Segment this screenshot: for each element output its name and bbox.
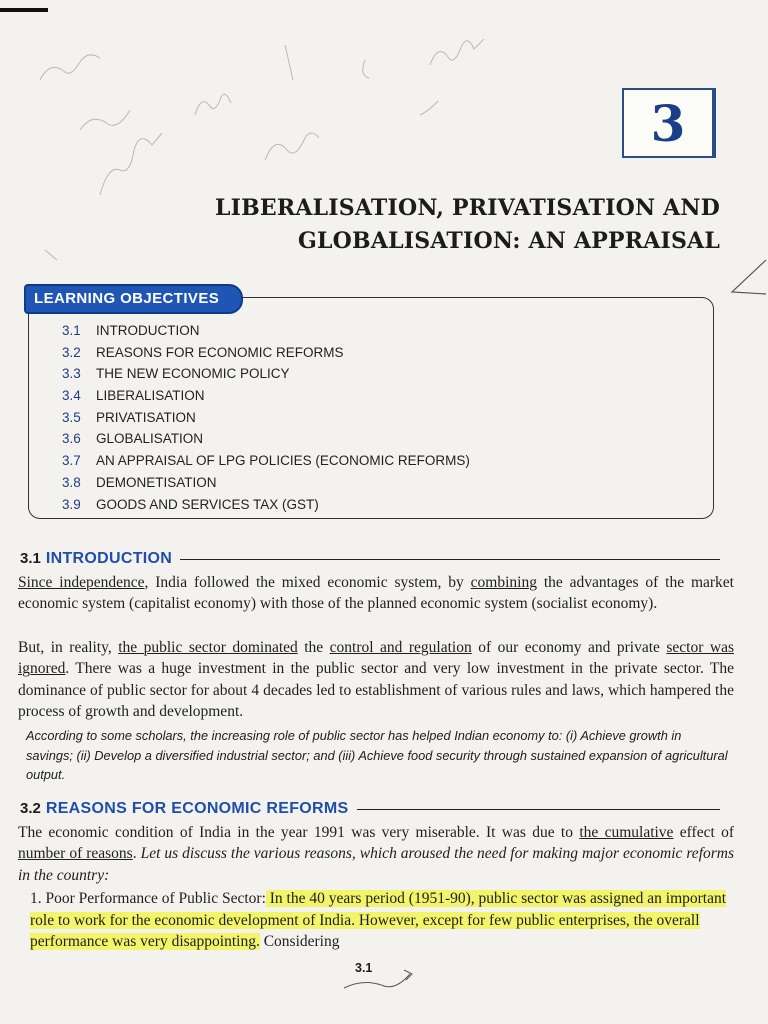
objective-item — [62, 407, 682, 429]
objective-text: GOODS AND SERVICES TAX (GST) — [96, 496, 319, 512]
chapter-number: 3 — [650, 93, 686, 153]
learning-objectives-heading: LEARNING OBJECTIVES — [24, 284, 243, 314]
paragraph-text: The economic condition of India in the year 1991 was very miserable. It was due to — [18, 824, 580, 841]
objective-number: 3.8 — [62, 474, 81, 490]
chapter-title-line-1: LIBERALISATION, PRIVATISATION AND — [214, 195, 720, 221]
paragraph-text: the advantages of the market economic system (capitalist economy) with those of the planned economic system (socialist economy). — [18, 574, 734, 613]
section-heading-reasons — [20, 800, 720, 818]
reason-item-1 — [30, 888, 732, 953]
objective-item — [62, 385, 682, 407]
objective-item — [62, 494, 682, 516]
reason-label: Poor Performance of Public Sector: — [45, 890, 266, 907]
objective-text: AN APPRAISAL OF LPG POLICIES (ECONOMIC REFORMS) — [96, 453, 470, 469]
underlined-phrase: number of reasons — [18, 845, 133, 863]
objective-number: 3.2 — [62, 344, 81, 360]
underlined-phrase: the cumulative — [579, 824, 674, 841]
objective-item — [62, 428, 682, 450]
paragraph-text: . There was a huge investment in the public sector and very low investment in the private sector. The dominance of public sector for about 4 decades led to establishment of various rules and laws, which hampered the process of growth and development. — [18, 660, 734, 720]
pen-mark — [726, 258, 768, 300]
scholars-note: According to some scholars, the increasing role of public sector has helped Indian economy to: (i) Achieve growth in savings; (ii) Develop a diversified industrial sector; and (iii) Achieve food security through sustained expansion of agricultural output. — [26, 728, 728, 782]
objective-item — [62, 363, 682, 385]
objective-number: 3.1 — [62, 323, 81, 338]
objective-number: 3.5 — [62, 409, 81, 425]
paragraph-text: the — [297, 639, 330, 656]
intro-paragraph-1 — [18, 572, 734, 615]
underlined-phrase: control and regulation — [329, 639, 472, 656]
objective-item — [62, 320, 682, 342]
objective-item — [62, 450, 682, 472]
section-heading-introduction — [20, 550, 720, 568]
chapter-title-line-2: GLOBALISATION: AN APPRAISAL — [298, 228, 720, 254]
objective-number: 3.3 — [62, 366, 81, 382]
objective-text: DEMONETISATION — [96, 474, 217, 490]
underlined-phrase: Since independence — [18, 574, 145, 591]
objective-text: THE NEW ECONOMIC POLICY — [96, 366, 290, 382]
objective-text: REASONS FOR ECONOMIC REFORMS — [96, 344, 344, 360]
handwritten-scribbles — [20, 20, 580, 300]
objective-item — [62, 472, 682, 494]
section-rule — [357, 808, 721, 810]
paragraph-text: But, in reality, — [18, 639, 119, 656]
section-number: 3.2 — [20, 800, 41, 817]
learning-objectives-list — [62, 320, 682, 515]
objective-text: LIBERALISATION — [96, 388, 205, 404]
chapter-number-box — [622, 88, 716, 158]
paragraph-text: of our economy and private — [471, 639, 667, 656]
intro-paragraph-2 — [18, 637, 734, 722]
list-marker: 1. — [30, 890, 42, 907]
paragraph-text: , India followed the mixed economic system, by — [144, 574, 471, 591]
italic-text: Let us discuss the various reasons, which aroused the need for making major economic reforms in the country: — [18, 845, 735, 884]
objective-item — [62, 342, 682, 364]
objective-number: 3.4 — [62, 388, 81, 404]
page-number: 3.1 — [355, 961, 373, 975]
underlined-phrase: combining — [470, 574, 537, 591]
reasons-paragraph — [18, 822, 734, 886]
paragraph-text: Considering — [259, 933, 340, 950]
objective-number: 3.9 — [62, 496, 81, 512]
paragraph-text: effect of — [673, 824, 735, 841]
pen-arrow-mark — [340, 960, 420, 996]
underlined-phrase: sector was ignored — [18, 639, 734, 678]
highlighted-text: In the 40 years period (1951-90), public sector was assigned an important role to work for the economic development of India. However, except for few public enterprises, the overall performance was very disappointing. — [30, 890, 727, 950]
underlined-phrase: the public sector dominated — [118, 639, 298, 656]
objective-text: PRIVATISATION — [96, 409, 196, 425]
section-rule — [180, 558, 720, 560]
objective-number: 3.6 — [62, 431, 81, 447]
paragraph-text: . — [132, 845, 141, 863]
section-title: REASONS FOR ECONOMIC REFORMS — [45, 800, 349, 817]
chapter-title — [130, 192, 720, 258]
objective-text: GLOBALISATION — [96, 431, 204, 447]
section-title: INTRODUCTION — [45, 550, 173, 567]
page-edge-mark — [0, 8, 48, 12]
objective-text: INTRODUCTION — [96, 323, 200, 338]
section-number: 3.1 — [20, 550, 41, 567]
objective-number: 3.7 — [62, 453, 81, 469]
